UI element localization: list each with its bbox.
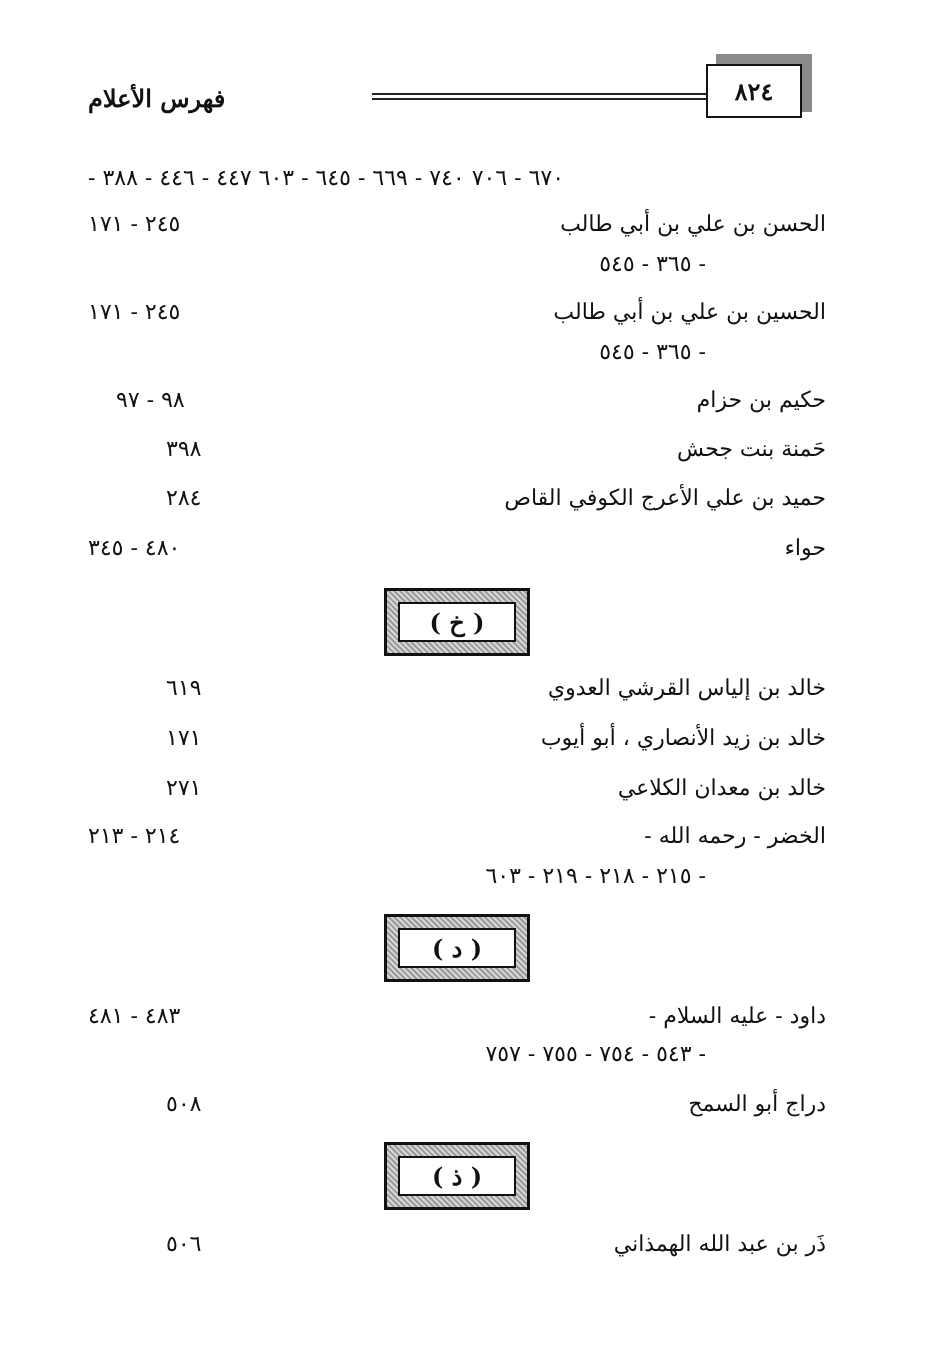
continuation-line: ٦٧٠ - ٧٠٦ ٧٤٠ - ٦٦٩ - ٦٤٥ - ٦٠٣ ٤٤٧ - ٤٤٦ - ٣٨٨ - <box>88 166 565 191</box>
section-letter: ( خ ) <box>398 602 516 642</box>
section-letter: ( ذ ) <box>398 1156 516 1196</box>
index-entry <box>0 1092 952 1126</box>
entry-pages: ٥٠٨ <box>166 1092 202 1117</box>
entry-name: الحسن بن علي بن أبي طالب <box>560 212 826 237</box>
header-rule <box>372 93 706 100</box>
entry-name: ذَر بن عبد الله الهمذاني <box>613 1232 826 1257</box>
section-letter-box <box>384 1142 530 1210</box>
section-letter-box <box>384 588 530 656</box>
entry-name: دراج أبو السمح <box>688 1092 826 1117</box>
entry-continuation: - ٥٤٣ - ٧٥٤ - ٧٥٥ - ٧٥٧ <box>485 1042 706 1067</box>
entry-pages: ٣٩٨ <box>166 437 202 462</box>
entry-continuation: - ٣٦٥ - ٥٤٥ <box>599 252 706 277</box>
index-entry <box>0 676 952 710</box>
index-entry <box>0 1004 952 1038</box>
index-entry <box>0 824 952 858</box>
index-entry <box>0 536 952 570</box>
entry-name: خالد بن معدان الكلاعي <box>617 776 826 801</box>
entry-name: حَمنة بنت جحش <box>677 437 826 462</box>
running-header-title: فهرس الأعلام <box>88 84 226 113</box>
entry-pages: ٥٠٦ <box>166 1232 202 1257</box>
index-entry <box>0 388 952 422</box>
entry-name: الخضر - رحمه الله - <box>644 824 826 849</box>
entry-name: حكيم بن حزام <box>696 388 826 413</box>
entry-pages: ٤٨٣ - ٤٨١ <box>88 1004 181 1029</box>
index-entry <box>0 776 952 810</box>
entry-pages: ٦١٩ <box>166 676 202 701</box>
index-entry <box>0 300 952 334</box>
entry-name: خالد بن زيد الأنصاري ، أبو أيوب <box>540 726 826 751</box>
index-entry <box>0 726 952 760</box>
entry-name: الحسين بن علي بن أبي طالب <box>553 300 826 325</box>
section-letter: ( د ) <box>398 928 516 968</box>
entry-name: حواء <box>784 536 826 561</box>
entry-name: حميد بن علي الأعرج الكوفي القاص <box>504 486 826 511</box>
page-number: ٨٢٤ <box>734 76 774 106</box>
index-entry <box>0 437 952 471</box>
index-entry <box>0 486 952 520</box>
entry-pages: ٢٧١ <box>166 776 202 801</box>
entry-pages: ٩٨ - ٩٧ <box>116 388 185 413</box>
entry-pages: ٢٤٥ - ١٧١ <box>88 300 181 325</box>
entry-pages: ٢٤٥ - ١٧١ <box>88 212 181 237</box>
page-number-box <box>706 64 802 118</box>
index-entry <box>0 212 952 246</box>
entry-pages: ١٧١ <box>166 726 202 751</box>
entry-pages: ٤٨٠ - ٣٤٥ <box>88 536 181 561</box>
entry-pages: ٢١٤ - ٢١٣ <box>88 824 181 849</box>
entry-continuation: - ٣٦٥ - ٥٤٥ <box>599 340 706 365</box>
section-letter-box <box>384 914 530 982</box>
index-entry <box>0 1232 952 1266</box>
entry-name: خالد بن إلياس القرشي العدوي <box>547 676 826 701</box>
entry-name: داود - عليه السلام - <box>648 1004 826 1029</box>
entry-pages: ٢٨٤ <box>166 486 202 511</box>
entry-continuation: - ٢١٥ - ٢١٨ - ٢١٩ - ٦٠٣ <box>485 864 706 889</box>
